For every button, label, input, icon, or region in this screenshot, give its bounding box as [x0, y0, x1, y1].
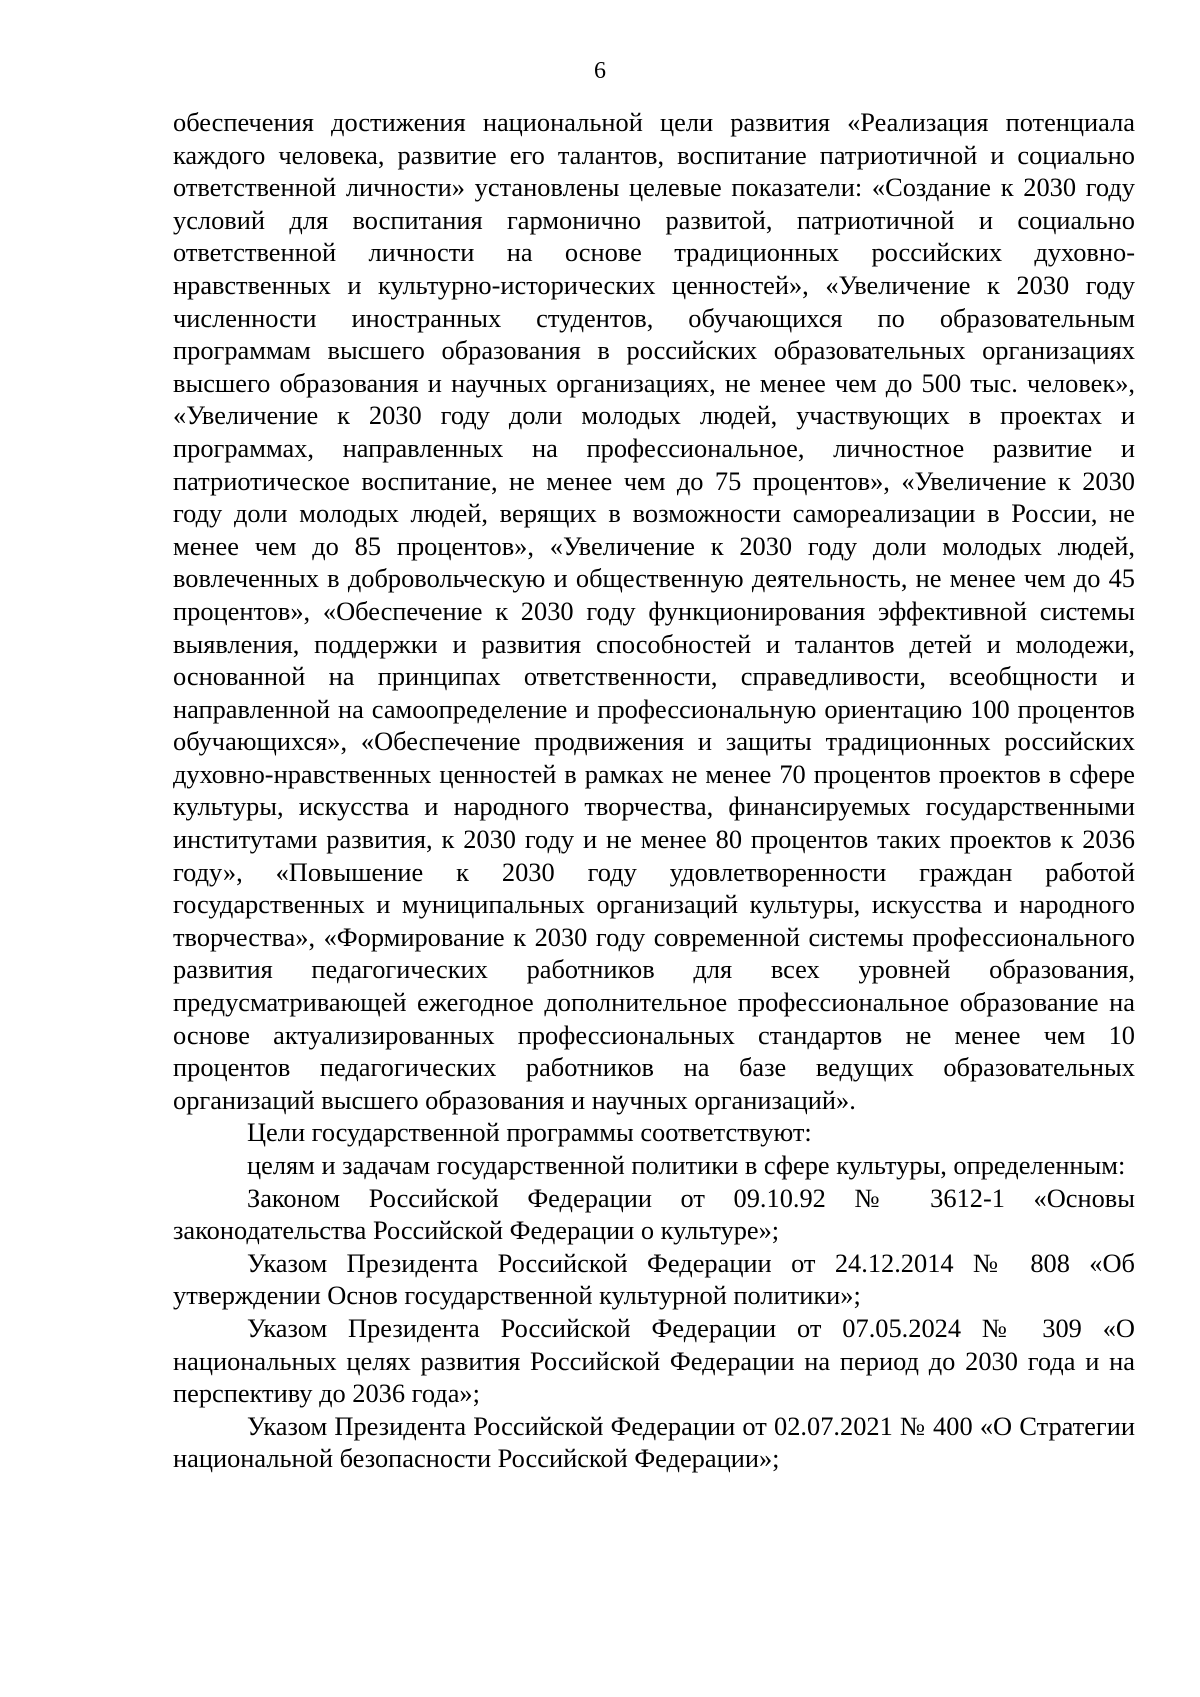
paragraph-targets: обеспечения достижения национальной цели развития «Реализация потенциала каждого человека, развитие его талантов, воспитание патриотичной и социально ответственной личности» установлены целевые показатели: «Создание к 2030 году условий для воспитания гармонично развитой, патриотичной и социально ответственной личности на основе традиционных российских духовно-нравственных и культурно-исторических ценностей», «Увеличение к 2030 году численности иностранных студентов, обучающихся по образовательным программам высшего образования в российских образовательных организациях высшего образования и научных организациях, не менее чем до 500 тыс. человек», «Увеличение к 2030 году доли молодых людей, участвующих в проектах и программах, направленных на профессиональное, личностное развитие и патриотическое воспитание, не менее чем до 75 процентов», «Увеличение к 2030 году доли молодых людей, верящих в возможности самореализации в России, не менее чем до 85 процентов», «Увеличение к 2030 году доли молодых людей, вовлеченных в добровольческую и общественную деятельность, не менее чем до 45 процентов», «Обеспечение к 2030 году функционирования эффективной системы выявления, поддержки и развития способностей и талантов детей и молодежи, основанной на принципах ответственности, справедливости, всеобщности и направленной на самоопределение и профессиональную ориентацию 100 процентов обучающихся», «Обеспечение продвижения и защиты традиционных российских духовно-нравственных ценностей в рамках не менее 70 процентов проектов в сфере культуры, искусства и народного творчества, финансируемых государственными институтами развития, к 2030 году и не менее 80 процентов таких проектов к 2036 году», «Повышение к 2030 году удовлетворенности граждан работой государственных и муниципальных организаций культуры, искусства и народного творчества», «Формирование к 2030 году современной системы профессионального развития педагогических работников для всех уровней образования, предусматривающей ежегодное дополнительное профессиональное образование на основе актуализированных профессиональных стандартов не менее чем 10 процентов педагогических работников на базе ведущих образовательных организаций высшего образования и научных организаций». [173, 107, 1135, 1115]
paragraph-decree-400: Указом Президента Российской Федерации от 02.07.2021 № 400 «О Стратегии национальной безопасности Российской Федерации»; [173, 1410, 1135, 1474]
paragraph-goals-intro: Цели государственной программы соответствуют: [247, 1117, 812, 1148]
document-body [173, 106, 1135, 1475]
paragraph-culture-policy: целям и задачам государственной политики в сфере культуры, определенным: [247, 1150, 1126, 1180]
page-number: 6 [594, 58, 606, 84]
paragraph-decree-808: Указом Президента Российской Федерации от 24.12.2014 № 808 «Об утверждении Основ государственной культурной политики»; [173, 1247, 1135, 1311]
paragraph-law-3612-1: Законом Российской Федерации от 09.10.92 № 3612-1 «Основы законодательства Российской Федерации о культуре»; [173, 1182, 1135, 1246]
paragraph-decree-309: Указом Президента Российской Федерации от 07.05.2024 № 309 «О национальных целях развития Российской Федерации на период до 2030 года и на перспективу до 2036 года»; [173, 1312, 1135, 1409]
